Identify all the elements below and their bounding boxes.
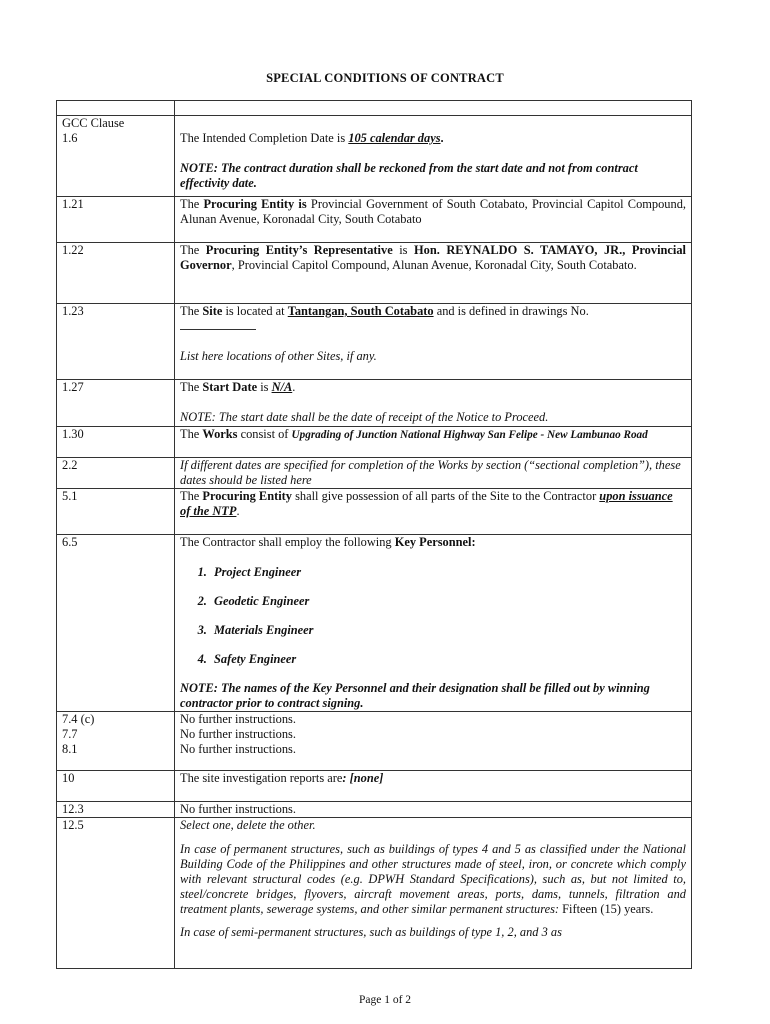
clause-number: 2.2 — [62, 458, 78, 472]
clause-text: No further instructions. — [180, 727, 296, 741]
clause-note: NOTE: The names of the Key Personnel and their designation shall be filled out by winning contractor prior to contract signing. — [180, 681, 650, 710]
clause-text: The Site is located at Tantangan, South Cotabato and is defined in drawings No. — [180, 304, 589, 318]
table-row — [57, 116, 692, 197]
start-date-value: N/A — [271, 380, 293, 394]
clause-text: The Start Date is N/A. — [180, 380, 296, 394]
clause-text: The Procuring Entity’s Representative is Hon. REYNALDO S. TAMAYO, JR., Provincial Governor, Provincial Capitol Compound, Alunan Avenue, Koronadal City, South Cotabato. — [180, 243, 686, 272]
table-row — [57, 818, 692, 969]
clause-number: 12.5 — [62, 818, 84, 832]
clause-text: In case of permanent structures, such as buildings of types 4 and 5 as classified under the National Building Code of the Philippines and other structures made of steel, iron, or concrete which comply with relevant structural codes (e.g. DPWH Standard Specifications), such as, but not limited to, steel/concrete bridges, flyovers, aircraft movement areas, ports, dams, tunnels, filtration and treatment plants, sewerage systems, and other similar permanent structures: Fifteen (15) years. — [180, 842, 686, 916]
clause-text: The Procuring Entity shall give possession of all parts of the Site to the Contractor upon issuance of the NTP. — [180, 489, 673, 518]
clause-note: If different dates are specified for completion of the Works by section (“sectional completion”), these dates should be listed here — [180, 458, 681, 487]
clause-number: 7.4 (c) — [62, 712, 95, 726]
clause-number: 10 — [62, 771, 75, 785]
list-item: 4. Safety Engineer — [210, 652, 686, 667]
table-row — [57, 197, 692, 243]
clause-number: 12.3 — [62, 802, 84, 816]
document-title: SPECIAL CONDITIONS OF CONTRACT — [266, 71, 504, 85]
key-personnel-list — [180, 565, 686, 667]
table-row — [57, 304, 692, 380]
site-location: Tantangan, South Cotabato — [287, 304, 434, 318]
table-row — [57, 427, 692, 458]
clause-text: The Contractor shall employ the following Key Personnel: — [180, 535, 476, 549]
clause-note: List here locations of other Sites, if any. — [180, 349, 377, 363]
clause-note: NOTE: The start date shall be the date of receipt of the Notice to Proceed. — [180, 410, 549, 424]
table-row — [57, 712, 692, 771]
clause-text: The Procuring Entity is Provincial Government of South Cotabato, Provincial Capitol Compound, Alunan Avenue, Koronadal City, South Cotabato — [180, 197, 686, 226]
table-row — [57, 101, 692, 116]
completion-days: 105 calendar days — [348, 131, 441, 145]
clause-number: 7.7 — [62, 727, 78, 741]
clause-text: No further instructions. — [180, 742, 296, 756]
clause-text: No further instructions. — [180, 802, 296, 816]
table-row — [57, 535, 692, 712]
clause-text: In case of semi-permanent structures, such as buildings of type 1, 2, and 3 as — [180, 925, 562, 939]
table-row — [57, 489, 692, 535]
clause-number: 1.23 — [62, 304, 84, 318]
possession-timing: upon issuance of the NTP — [180, 489, 673, 518]
site-reports-value: : [none] — [342, 771, 384, 785]
list-item: 2. Geodetic Engineer — [210, 594, 686, 609]
drawing-number-blank — [180, 319, 256, 330]
clause-number: 1.6 — [62, 131, 78, 145]
table-row — [57, 458, 692, 489]
page-number: Page 1 of 2 — [358, 994, 412, 1006]
clause-number: 1.27 — [62, 380, 84, 394]
list-item: 3. Materials Engineer — [210, 623, 686, 638]
clause-text: The Works consist of Upgrading of Junction National Highway San Felipe - New Lambunao Road — [180, 427, 648, 441]
clause-number: 1.21 — [62, 197, 84, 211]
list-item: 1. Project Engineer — [210, 565, 686, 580]
clause-text: The site investigation reports are: [none] — [180, 771, 384, 785]
table-row — [57, 802, 692, 818]
clause-note: Select one, delete the other. — [180, 818, 316, 832]
clause-text: The Intended Completion Date is 105 calendar days. — [180, 131, 444, 145]
clause-number: 6.5 — [62, 535, 78, 549]
clause-number: 5.1 — [62, 489, 78, 503]
works-description: Upgrading of Junction National Highway San Felipe - New Lambunao Road — [291, 429, 648, 441]
header-label: GCC Clause — [62, 116, 125, 130]
clause-text: No further instructions. — [180, 712, 296, 726]
clause-note: NOTE: The contract duration shall be reckoned from the start date and not from contract effectivity date. — [180, 161, 638, 190]
clause-number: 8.1 — [62, 742, 78, 756]
conditions-table — [56, 100, 692, 969]
clause-number: 1.22 — [62, 243, 84, 257]
table-row — [57, 243, 692, 304]
clause-number: 1.30 — [62, 427, 84, 441]
table-row — [57, 771, 692, 802]
table-row — [57, 380, 692, 427]
